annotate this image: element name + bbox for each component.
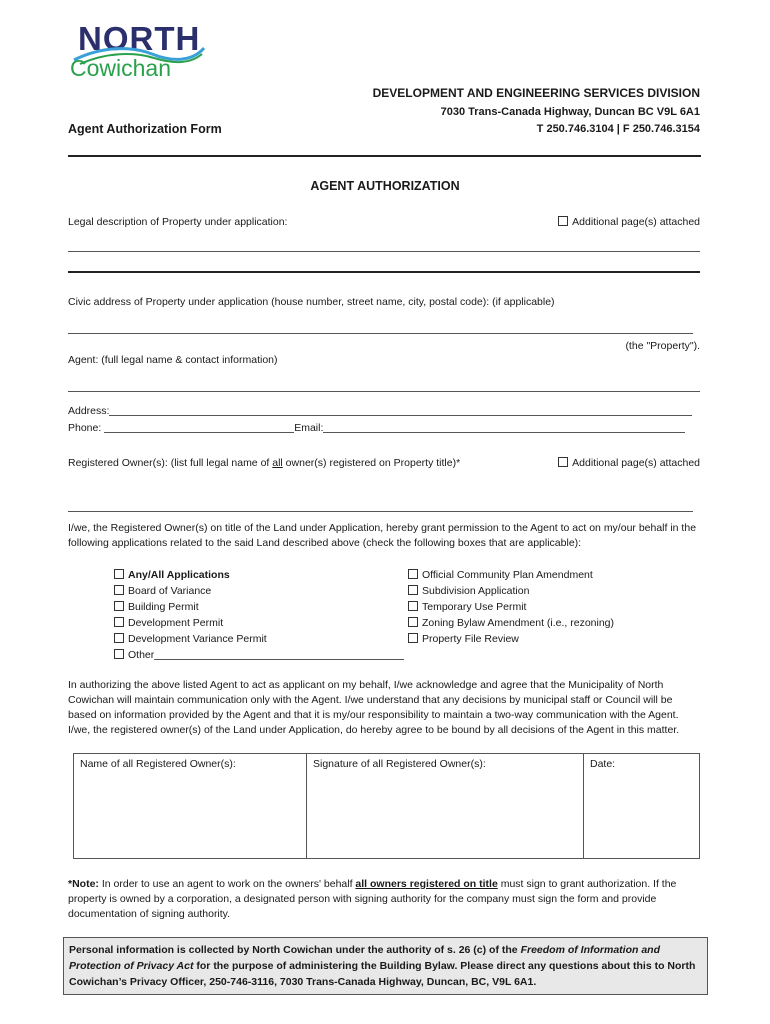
checkbox-property-file-review[interactable]: Property File Review — [408, 631, 614, 647]
checkbox-icon[interactable] — [114, 601, 124, 611]
checkbox-icon[interactable] — [558, 457, 568, 467]
checkbox-zoning-amendment[interactable]: Zoning Bylaw Amendment (i.e., rezoning) — [408, 615, 614, 631]
checkbox-board-of-variance[interactable]: Board of Variance — [114, 583, 404, 599]
owner-name-cell[interactable]: Name of all Registered Owner(s): — [74, 754, 307, 859]
checkbox-subdivision[interactable]: Subdivision Application — [408, 583, 614, 599]
checkbox-icon[interactable] — [408, 585, 418, 595]
authorize-text: In authorizing the above listed Agent to act as applicant on my behalf, I/we acknowledge and agree that the Municipality of North Cowichan will maintain communication only with the Agent. I/we understand that any decisions by municipal staff or Council will be based on information provided by the Agent and that it is my/our responsibility to maintain a two-way communication with the Agent. I/we, the registered owner(s) of the Land under Application, do hereby agree to be bound by all decisions of the Agent in this matter. — [68, 679, 680, 736]
checkbox-icon[interactable] — [114, 617, 124, 627]
agent-contact-row[interactable] — [68, 422, 700, 434]
agent-address-row[interactable] — [68, 405, 700, 417]
phone-field[interactable] — [104, 432, 294, 433]
checkbox-icon[interactable] — [114, 585, 124, 595]
privacy-notice: Personal information is collected by North Cowichan under the authority of s. 26 (c) of the Freedom of Information and Protection of Privacy Act for the purpose of administering the Building Bylaw. Please direct any questions about this to North Cowichan’s Privacy Officer, 250-746-3116, 7030 Trans-Canada Highway, Duncan, BC, V9L 6A1. — [63, 937, 708, 995]
legal-description-line-1[interactable] — [68, 251, 700, 252]
property-suffix: (the "Property"). — [625, 340, 700, 352]
applications-right-list — [408, 567, 614, 647]
owners-signature-table — [73, 753, 700, 859]
checkbox-icon[interactable] — [558, 216, 568, 226]
civic-address-label: Civic address of Property under application (house number, street name, city, postal code): (if applicable) — [68, 296, 555, 308]
checkbox-temporary-use[interactable]: Temporary Use Permit — [408, 599, 614, 615]
applications-left-list — [114, 567, 404, 663]
checkbox-icon[interactable] — [114, 633, 124, 643]
additional-pages-option-2[interactable]: Additional page(s) attached — [558, 457, 700, 469]
checkbox-building-permit[interactable]: Building Permit — [114, 599, 404, 615]
owners-label: Registered Owner(s): (list full legal name of all owner(s) registered on Property title)* — [68, 457, 461, 469]
division-phone: T 250.746.3104 | F 250.746.3154 — [536, 123, 700, 135]
logo-cowichan-text: Cowichan — [70, 55, 171, 81]
checkbox-other[interactable]: Other — [114, 647, 404, 663]
email-field[interactable] — [323, 432, 685, 433]
checkbox-development-variance[interactable]: Development Variance Permit — [114, 631, 404, 647]
checkbox-any-all[interactable]: Any/All Applications — [114, 567, 404, 583]
checkbox-icon[interactable] — [408, 569, 418, 579]
checkbox-development-permit[interactable]: Development Permit — [114, 615, 404, 631]
phone-label: Phone: — [68, 422, 102, 434]
email-label: Email: — [294, 422, 324, 434]
owner-signature-cell[interactable]: Signature of all Registered Owner(s): — [307, 754, 584, 859]
note-text: *Note: In order to use an agent to work on the owners' behalf all owners registered on title must sign to grant authorization. If the property is owned by a corporation, a designated person with signing authority for the company must sign the form and provide documentation of signing authority. — [68, 878, 677, 920]
checkbox-icon[interactable] — [408, 617, 418, 627]
additional-pages-option[interactable]: Additional page(s) attached — [558, 216, 700, 228]
agent-label: Agent: (full legal name & contact information) — [68, 354, 278, 366]
checkbox-ocp-amendment[interactable]: Official Community Plan Amendment — [408, 567, 614, 583]
owner-date-cell[interactable]: Date: — [584, 754, 700, 859]
division-address: 7030 Trans-Canada Highway, Duncan BC V9L 6A1 — [440, 106, 700, 118]
grant-text: I/we, the Registered Owner(s) on title of the Land under Application, hereby grant permission to the Agent to act on my/our behalf in the following applications related to the said Land described above (check the following boxes that are applicable): — [68, 522, 697, 549]
page-title: AGENT AUTHORIZATION — [310, 179, 460, 193]
agent-line[interactable] — [68, 391, 700, 392]
division-title: DEVELOPMENT AND ENGINEERING SERVICES DIVISION — [372, 86, 700, 100]
checkbox-icon[interactable] — [408, 601, 418, 611]
checkbox-icon[interactable] — [408, 633, 418, 643]
checkbox-icon[interactable] — [114, 569, 124, 579]
legal-description-line-2[interactable] — [68, 271, 700, 273]
logo-north-text: NORTH — [78, 20, 201, 57]
address-field[interactable] — [109, 415, 692, 416]
header-rule — [68, 155, 701, 157]
other-field[interactable] — [154, 659, 404, 660]
owners-line[interactable] — [68, 511, 693, 512]
address-label: Address: — [68, 405, 110, 417]
legal-description-label: Legal description of Property under application: — [68, 216, 288, 228]
form-name: Agent Authorization Form — [68, 122, 222, 136]
civic-address-line[interactable] — [68, 333, 693, 334]
checkbox-icon[interactable] — [114, 649, 124, 659]
